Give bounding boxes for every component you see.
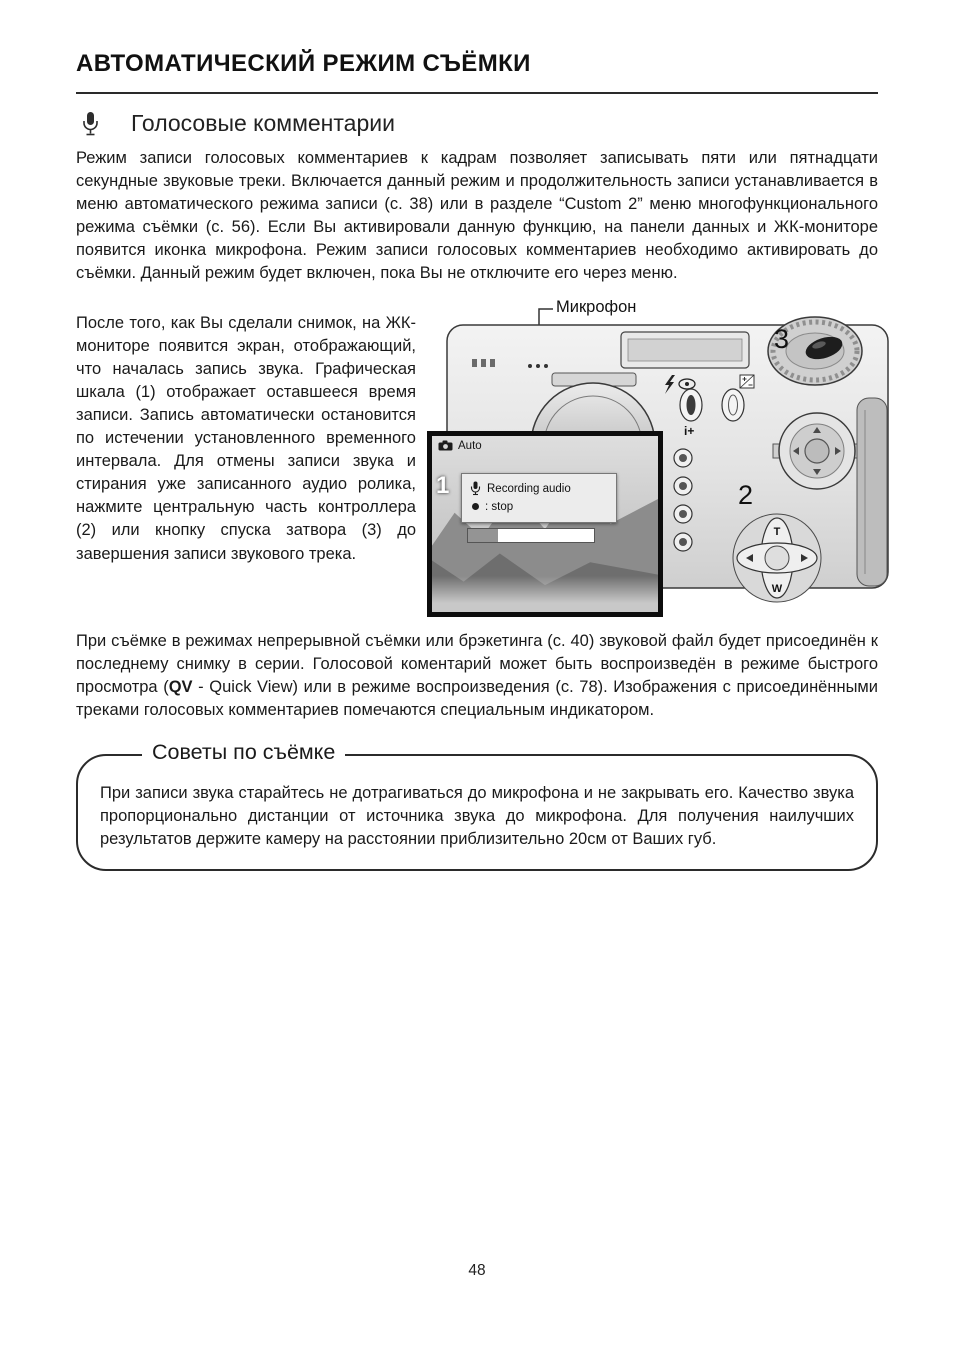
camera-grip bbox=[857, 398, 887, 586]
recording-status-row bbox=[470, 480, 608, 498]
continuous-shooting-paragraph bbox=[76, 630, 878, 722]
text-and-figure-row bbox=[76, 288, 878, 620]
record-dot-icon bbox=[472, 503, 479, 510]
controller-center-button bbox=[805, 439, 829, 463]
recording-mic-icon bbox=[470, 481, 481, 496]
recording-progress-fill bbox=[468, 529, 498, 542]
zoom-control bbox=[733, 514, 821, 602]
screen-mode-label: Auto bbox=[458, 439, 482, 452]
tips-heading: Советы по съёмке bbox=[142, 740, 345, 765]
zoom-wide-label: W bbox=[771, 582, 783, 595]
lcd-monitor bbox=[427, 431, 663, 617]
callout-2-controller: 2 bbox=[738, 479, 754, 510]
microphone-icon bbox=[82, 111, 99, 137]
zoom-tele-label: T bbox=[773, 525, 781, 538]
microphone-callout-label: Микрофон bbox=[556, 297, 637, 316]
recording-progress-bar bbox=[467, 528, 595, 543]
paragraph-text: - Quick View) или в режиме воспроизведения (с. 78). Изображения с присоединёнными треками голосовых комментариев помечаются специальным индикатором. bbox=[76, 677, 878, 719]
recording-procedure-paragraph: После того, как Вы сделали снимок, на ЖК-мониторе появится экран, отображающий, что началась запись звука. Графическая шкала (1) отображает оставшееся время записи. Запись автоматически остановится по истечении установленного временного интервала. Для отмены записи звука и стирания уже записанного аудио ролика, нажмите центральную часть контроллера (2) или кнопку спуска затвора (3) до завершения записи звукового трека. bbox=[76, 313, 416, 563]
paragraph-text: При съёмке в режимах непрерывной съёмки или брэкетинга (с. 40) звуковой файл будет присоединён к последнему снимку в серии. Голосовой коментарий может быть воспроизведён в режиме быстрого просмотра ( bbox=[76, 631, 878, 696]
tips-text: При записи звука старайтесь не дотрагиваться до микрофона и не закрывать его. Качество звука пропорционально дистанции от источника звука до микрофона. Для получения наилучших результатов держите камеру на расстоянии приблизительно 20см от Ваших губ. bbox=[100, 783, 854, 849]
microphone-holes bbox=[528, 364, 548, 368]
title-divider bbox=[76, 92, 878, 94]
qv-abbreviation: QV bbox=[168, 677, 193, 696]
info-button-label: i+ bbox=[684, 423, 695, 438]
voice-comments-section-heading bbox=[76, 110, 878, 137]
lcd-image bbox=[432, 436, 658, 612]
recording-panel bbox=[461, 473, 617, 523]
shooting-tips-box bbox=[76, 739, 878, 871]
page-number: 48 bbox=[468, 1262, 486, 1279]
page-header bbox=[76, 0, 878, 94]
camera-mode-icon bbox=[438, 440, 453, 451]
page-title: АВТОМАТИЧЕСКИЙ РЕЖИМ СЪЁМКИ bbox=[76, 50, 531, 77]
callout-1-progress-scale: 1 bbox=[436, 471, 450, 499]
recording-label: Recording audio bbox=[487, 482, 571, 495]
stop-label: : stop bbox=[485, 500, 514, 513]
section-title: Голосовые комментарии bbox=[131, 110, 395, 136]
fog-layer bbox=[432, 576, 658, 611]
exposure-button bbox=[722, 389, 744, 421]
camera-figure bbox=[420, 288, 892, 620]
exposure-compensation-icon bbox=[740, 375, 754, 388]
callout-3-shutter-button: 3 bbox=[774, 323, 790, 354]
screen-mode-indicator bbox=[438, 440, 482, 452]
intro-paragraph: Режим записи голосовых комментариев к кадрам позволяет записывать пяти или пятнадцати секундные звуковые треки. Включается данный режим и продолжительность записи устанавливается в меню автоматического режима записи (с. 38) или в разделе “Custom 2” меню многофункционального режима съёмки (с. 56). Если Вы активировали данную функцию, на панели данных и ЖК-мониторе появится иконка микрофона. Режим записи голосовых комментариев необходимо активировать до съёмки. Данный режим будет включен, пока Вы не отключите его через меню. bbox=[76, 149, 878, 283]
stop-status-row bbox=[470, 498, 608, 516]
